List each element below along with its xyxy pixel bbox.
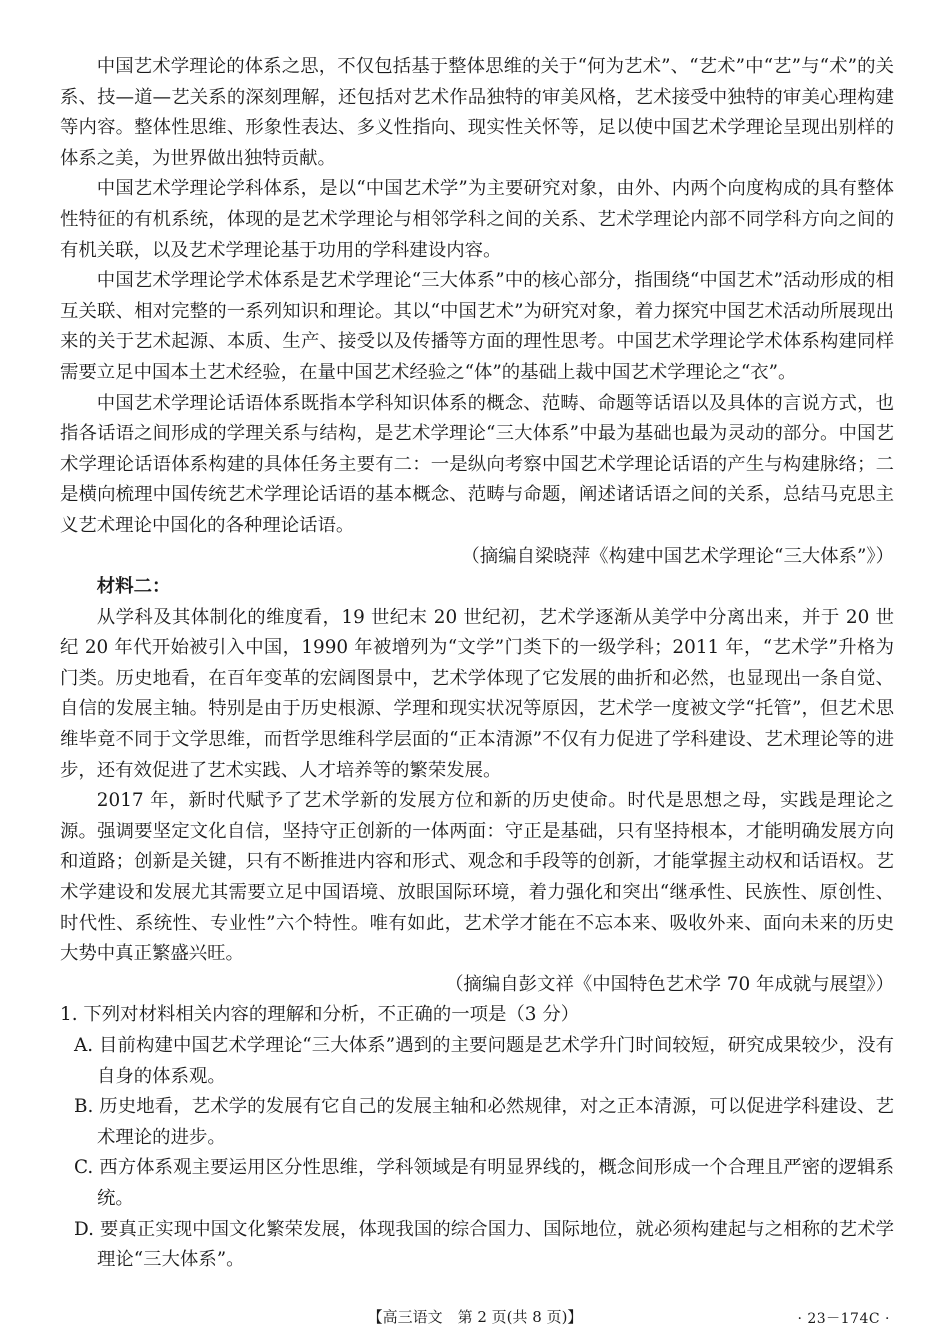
- page-text: [60, 52, 894, 1276]
- option-c: C. 西方体系观主要运用区分性思维，学科领域是有明显界线的，概念间形成一个合理且严密的逻辑系统。: [74, 1157, 894, 1209]
- question-stem: 1. 下列对材料相关内容的理解和分析，不正确的一项是（3 分）: [60, 1004, 580, 1026]
- option-b: B. 历史地看，艺术学的发展有它自己的发展主轴和必然规律，对之正本清源，可以促进学科建设、艺术理论的进步。: [74, 1096, 894, 1148]
- paragraph: 中国艺术学理论话语体系既指本学科知识体系的概念、范畴、命题等话语以及具体的言说方式，也指各话语之间形成的学理关系与结构，是艺术学理论“三大体系”中最为基础也最为灵动的部分。中国艺术学理论话语体系构建的具体任务主要有二：一是纵向考察中国艺术学理论话语的产生与构建脉络；二是横向梳理中国传统艺术学理论话语的基本概念、范畴与命题，阐述诸话语之间的关系，总结马克思主义艺术理论中国化的各种理论话语。: [60, 392, 894, 536]
- footer-code: · 23－174C ·: [797, 1311, 890, 1327]
- option-a: A. 目前构建中国艺术学理论“三大体系”遇到的主要问题是艺术学升门时间较短，研究成果较少，没有自身的体系观。: [74, 1035, 894, 1087]
- paragraph: 2017 年，新时代赋予了艺术学新的发展方位和新的历史使命。时代是思想之母，实践是理论之源。强调要坚定文化自信，坚持守正创新的一体两面：守正是基础，只有坚持根本，才能明确发展方向和道路；创新是关键，只有不断推进内容和形式、观念和手段等的创新，才能掌握主动权和话语权。艺术学建设和发展尤其需要立足中国语境、放眼国际环境，着力强化和突出“继承性、民族性、原创性、时代性、系统性、专业性”六个特性。唯有如此，艺术学才能在不忘本来、吸收外来、面向未来的历史大势中真正繁盛兴旺。: [60, 790, 894, 965]
- paragraph: 中国艺术学理论学术体系是艺术学理论“三大体系”中的核心部分，指围绕“中国艺术”活动形成的相互关联、相对完整的一系列知识和理论。其以“中国艺术”为研究对象，着力探究中国艺术活动所展现出来的关于艺术起源、本质、生产、接受以及传播等方面的理性思考。中国艺术学理论学术体系构建同样需要立足中国本土艺术经验，在量中国艺术经验之“体”的基础上裁中国艺术学理论之“衣”。: [60, 270, 894, 383]
- source-citation: （摘编自梁晓萍《构建中国艺术学理论“三大体系”》）: [461, 545, 894, 567]
- paragraph: 中国艺术学理论的体系之思，不仅包括基于整体思维的关于“何为艺术”、“艺术”中“艺”与“术”的关系、技—道—艺关系的深刻理解，还包括对艺术作品独特的审美风格，艺术接受中独特的审美心理构建等内容。整体性思维、形象性表达、多义性指向、现实性关怀等，足以使中国艺术学理论呈现出别样的体系之美，为世界做出独特贡献。: [60, 56, 894, 169]
- paragraph: 中国艺术学理论学科体系，是以“中国艺术学”为主要研究对象，由外、内两个向度构成的具有整体性特征的有机系统，体现的是艺术学理论与相邻学科之间的关系、艺术学理论内部不同学科方向之间的有机关联，以及艺术学理论基于功用的学科建设内容。: [60, 178, 894, 261]
- footer-page-info: 【高三语文 第 2 页(共 8 页)】: [367, 1308, 583, 1326]
- material-heading: 材料二：: [96, 576, 171, 598]
- source-citation: （摘编自彭文祥《中国特色艺术学 70 年成就与展望》）: [445, 973, 894, 995]
- paragraph: 从学科及其体制化的维度看，19 世纪末 20 世纪初，艺术学逐渐从美学中分离出来，并于 20 世纪 20 年代开始被引入中国，1990 年被增列为“文学”门类下的一级学科；2011 年，“艺术学”升格为门类。历史地看，在百年变革的宏阔图景中，艺术学体现了它发展的曲折和必然，也显现出一条自觉、自信的发展主轴。特别是由于历史根源、学理和现实状况等原因，艺术学一度被文学“托管”，但艺术思维毕竟不同于文学思维，而哲学思维科学层面的“正本清源”不仅有力促进了学科建设、艺术理论等的进步，还有效促进了艺术实践、人才培养等的繁荣发展。: [60, 606, 894, 781]
- option-d: D. 要真正实现中国文化繁荣发展，体现我国的综合国力、国际地位，就必须构建起与之相称的艺术学理论“三大体系”。: [74, 1218, 894, 1271]
- page-footer: [0, 1304, 950, 1330]
